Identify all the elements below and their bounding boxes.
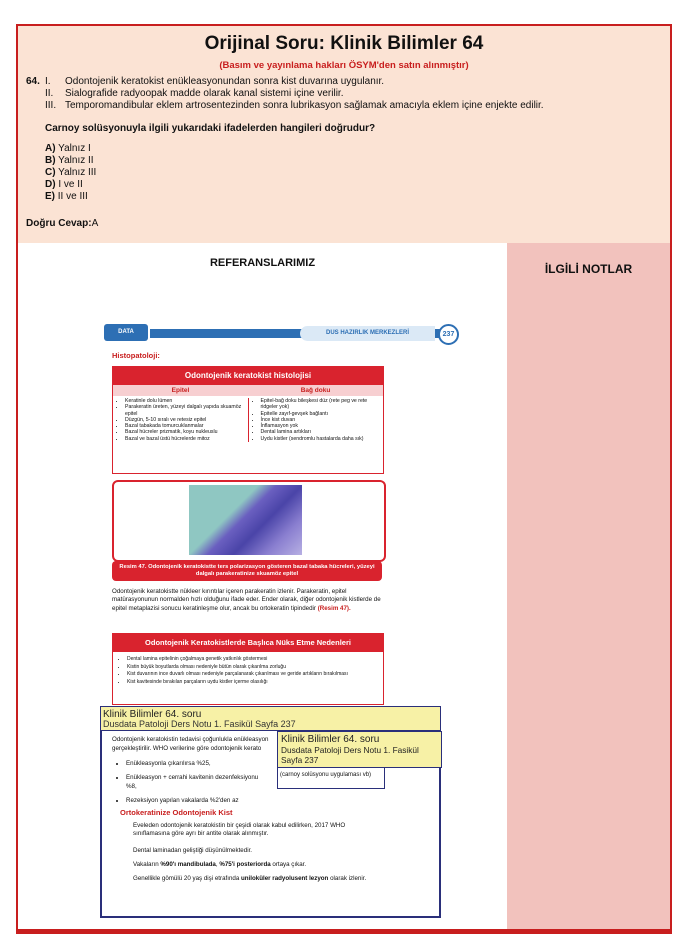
option-text: Yalnız I xyxy=(58,143,91,154)
treatment-line-2: gerçekleştirilir. WHO verilerine göre odontojenik kerato xyxy=(112,745,262,752)
statement-text: Sialografide radyoopak madde olarak kanal sistemi içine verilir. xyxy=(65,88,344,99)
body-paragraph xyxy=(112,588,382,613)
annotation-note-1 xyxy=(101,707,440,731)
table-body xyxy=(113,396,383,442)
statement-roman: II. xyxy=(45,88,54,99)
frame-bottom-bar xyxy=(16,929,672,934)
statement-text: Temporomandibular eklem artrosentezinden sonra lubrikasyon sağlamak amacıyla eklem içine enjekte edilir. xyxy=(65,100,544,111)
column-header: Bağ doku xyxy=(300,387,331,394)
list-item: • Bazal tabakada tomurcuklanmalar xyxy=(125,423,246,429)
question-prompt: Carnoy solüsyonuyla ilgili yukarıdaki ifadelerden hangileri doğrudur? xyxy=(45,123,376,134)
statement-1 xyxy=(45,76,384,87)
dusdata-logo: DATA xyxy=(104,324,148,341)
notes-title: İLGİLİ NOTLAR xyxy=(544,262,633,276)
copyright-note: (Basım ve yayınlama hakları ÖSYM'den satın alınmıştır) xyxy=(219,60,469,71)
option-b xyxy=(45,155,94,166)
paragraph-reference: (Resim 47). xyxy=(317,604,351,612)
bag-doku-list xyxy=(248,398,384,442)
table-title: Odontojenik keratokist histolojisi xyxy=(113,367,383,385)
option-letter: B) xyxy=(45,155,56,166)
notes-panel xyxy=(507,243,670,929)
correct-answer xyxy=(26,218,98,229)
carnoy-highlight: (carnoy solüsyonu uygulaması vb) xyxy=(277,767,385,789)
answer-label: Doğru Cevap: xyxy=(26,218,92,229)
option-a xyxy=(45,143,91,154)
option-letter: A) xyxy=(45,143,56,154)
recurrence-title: Odontojenik Keratokistlerde Başlıca Nüks Etme Nedenleri xyxy=(113,634,383,652)
annotation-source: Sayfa 237 xyxy=(281,755,319,765)
option-letter: E) xyxy=(45,191,55,202)
statement-roman: I. xyxy=(45,76,51,87)
book-header-label: DUS HAZIRLIK MERKEZLERİ xyxy=(300,326,435,341)
text-emphasis: uniloküler radyolusent lezyon xyxy=(241,875,329,882)
option-d xyxy=(45,179,83,190)
annotation-note-2 xyxy=(277,731,442,768)
list-item: • İnce kist duvarı xyxy=(261,417,382,423)
recurrence-rates xyxy=(112,760,282,812)
table-header-row xyxy=(113,385,383,396)
list-item: • Dental lamina artıkları xyxy=(261,429,382,435)
histology-micrograph xyxy=(189,485,302,555)
annotation-title: Klinik Bilimler 64. soru xyxy=(281,734,380,745)
option-text: Yalnız II xyxy=(58,155,94,166)
paragraph-text: Odontojenik keratokistte nükleer kırıntılar içeren parakeratin izlenir. Parakeratin, epitel matürasyonunun normalden hızlı olduğunu ifade eder. Ender olarak, diğer odontojenik kistlerde de epitel metaplazisi sonucu keratinleşme olur, ancak bu ortokeratin tipindedir xyxy=(112,588,381,612)
text-emphasis: %75'i posteriorda xyxy=(219,861,271,868)
text-span: olarak izlenir. xyxy=(328,875,367,882)
ortho-paragraph-4 xyxy=(133,875,383,883)
list-item: • Bazal ve bazal üstü hücrelerde mitoz xyxy=(125,436,246,442)
references-title: REFERANSLARIMIZ xyxy=(209,257,316,269)
text-span: , xyxy=(215,861,220,868)
list-item: • Kistin büyük boyutlarda olması nedeniyle bütün olarak çıkarılma zorluğu xyxy=(127,664,379,672)
section-heading: Histopatoloji: xyxy=(112,351,160,360)
list-item: • Parakeratin üreten, yüzeyi dalgalı yapıda skuamöz epitel xyxy=(125,404,246,417)
list-item-text: %8, xyxy=(126,782,137,790)
ortho-section-title: Ortokeratinize Odontojenik Kist xyxy=(120,808,233,817)
annotation-title: Klinik Bilimler 64. soru xyxy=(103,709,202,720)
list-item: • Dental lamina epitelinin çoğalmaya genetik yatkınlık göstermesi xyxy=(127,656,379,664)
histology-image-frame xyxy=(112,480,386,562)
annotation-source: Dusdata Patoloji Ders Notu 1. Fasikül xyxy=(281,745,419,755)
option-letter: D) xyxy=(45,179,56,190)
list-item-text: Enükleasyon + cerrahi kavitenin dezenfeksiyonu xyxy=(126,774,259,782)
epitel-list xyxy=(113,398,248,442)
text-emphasis: %90'ı mandibulada xyxy=(160,861,216,868)
option-c xyxy=(45,167,96,178)
list-item: • Kist kavitesinde bırakılan parçaların uydu kistler içerme olasılığı xyxy=(127,679,379,687)
text-span: Vakaların xyxy=(133,861,161,868)
option-text: II ve III xyxy=(57,191,88,202)
list-item: • Epitel-bağ doku bileşkesi düz (rete peg ve rete ridgeler yok) xyxy=(261,398,382,411)
option-text: Yalnız III xyxy=(58,167,97,178)
answer-value: A xyxy=(91,218,99,229)
list-item: • Epitelle zayıf-gevşek bağlantı xyxy=(261,411,382,417)
text-span: Genellikle gömülü 20 yaş dişi etrafında xyxy=(133,875,241,882)
list-item: • İnflamasyon yok xyxy=(261,423,382,429)
statement-2 xyxy=(45,88,343,99)
question-number: 64. xyxy=(26,76,40,87)
book-page-number: 237 xyxy=(438,324,459,345)
statement-roman: III. xyxy=(45,100,57,111)
image-caption: Resim 47. Odontojenik keratokistte ters polarizasyon gösteren bazal tabaka hücreleri, yüzeyi dalgalı parakeratinize skuamöz epitel xyxy=(112,561,382,581)
list-item: • Keratinle dolu lümen xyxy=(125,398,246,404)
histology-table xyxy=(112,366,384,474)
statement-text: Odontojenik keratokist enükleasyonundan sonra kist duvarına uygulanır. xyxy=(65,76,385,87)
list-item: • Enükleasyonla çıkarılırsa %25, xyxy=(126,760,282,768)
text-span: ortaya çıkar. xyxy=(270,861,307,868)
page-title: Orijinal Soru: Klinik Bilimler 64 xyxy=(204,33,484,54)
option-letter: C) xyxy=(45,167,56,178)
ortho-paragraph-3 xyxy=(133,861,383,869)
list-item: • Düzgün, 5-10 sıralı ve retesiz epitel xyxy=(125,417,246,423)
list-item: • Bazal hücreler prizmatik, koyu nukleuslu xyxy=(125,429,246,435)
ortho-paragraph-1: Eveleden odontojenik keratokistin bir çeşidi olarak kabul edilirken, 2017 WHO sınıflamasına göre ayrı bir antite olarak alınmıştır. xyxy=(133,822,346,838)
recurrence-list xyxy=(113,656,383,686)
list-item xyxy=(126,774,282,791)
ortho-paragraph-2: Dental laminadan geliştiği düşünülmektedir. xyxy=(133,847,253,854)
statement-3 xyxy=(45,100,544,111)
treatment-line-1: Odontojenik keratokistin tedavisi çoğunlukla enükleasyon xyxy=(112,736,269,743)
annotation-source: Dusdata Patoloji Ders Notu 1. Fasikül Sayfa 237 xyxy=(103,719,296,729)
option-e xyxy=(45,191,88,202)
list-item: • Rezeksiyon yapılan vakalarda %2'den az xyxy=(126,797,282,805)
column-header: Epitel xyxy=(171,387,190,394)
option-text: I ve II xyxy=(58,179,83,190)
list-item: • Kist duvarının ince duvarlı olması nedeniyle parçalanarak çıkarılması ve geride artıkların bırakılması xyxy=(127,671,379,679)
list-item: • Uydu kistler (sendromlu hastalarda daha sık) xyxy=(261,436,382,442)
recurrence-box xyxy=(112,633,384,705)
